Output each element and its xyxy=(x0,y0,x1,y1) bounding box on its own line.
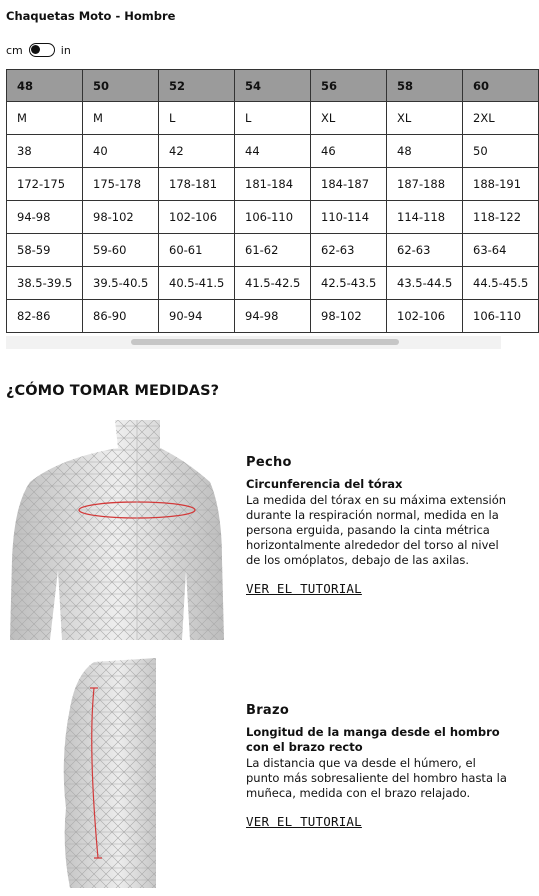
scrollbar-thumb[interactable] xyxy=(131,339,399,345)
table-cell: 61-62 xyxy=(235,234,311,267)
measure-subtitle: Circunferencia del tórax xyxy=(246,477,403,491)
table-cell: 102-106 xyxy=(387,300,463,333)
table-cell: 43.5-44.5 xyxy=(387,267,463,300)
table-cell: 118-122 xyxy=(463,201,539,234)
tutorial-link[interactable]: VER EL TUTORIAL xyxy=(246,581,362,596)
table-cell: 106-110 xyxy=(235,201,311,234)
size-table-container[interactable] xyxy=(6,69,529,349)
measure-item-arm xyxy=(246,703,508,830)
unit-label-in: in xyxy=(60,43,71,57)
table-cell: 2XL xyxy=(463,102,539,135)
table-cell: 114-118 xyxy=(387,201,463,234)
page-title: Chaquetas Moto - Hombre xyxy=(6,9,176,23)
table-cell: 172-175 xyxy=(7,168,83,201)
table-cell: 39.5-40.5 xyxy=(83,267,159,300)
table-row xyxy=(7,201,539,234)
chest-measurement-image xyxy=(10,420,226,640)
table-cell: 44 xyxy=(235,135,311,168)
arm-measurement-image xyxy=(10,658,226,888)
header-cell: 48 xyxy=(7,70,83,102)
switch-knob xyxy=(31,45,40,54)
table-cell: 94-98 xyxy=(7,201,83,234)
measure-item-chest xyxy=(246,455,508,597)
table-row xyxy=(7,300,539,333)
table-cell: 59-60 xyxy=(83,234,159,267)
header-cell: 60 xyxy=(463,70,539,102)
horizontal-scrollbar[interactable] xyxy=(6,336,501,349)
measure-name: Pecho xyxy=(246,455,292,470)
unit-switch[interactable] xyxy=(29,43,55,57)
measure-description: La medida del tórax en su máxima extensión durante la respiración normal, medida en la persona erguida, pasando la cinta métrica horizontalmente alrededor del torso al nivel de los omóplatos, debajo de las axilas. xyxy=(246,493,507,567)
table-cell: 60-61 xyxy=(159,234,235,267)
table-cell: XL xyxy=(311,102,387,135)
unit-toggle[interactable] xyxy=(6,43,71,57)
header-cell: 50 xyxy=(83,70,159,102)
table-cell: 48 xyxy=(387,135,463,168)
header-cell: 56 xyxy=(311,70,387,102)
table-cell: 46 xyxy=(311,135,387,168)
table-cell: 62-63 xyxy=(311,234,387,267)
table-row xyxy=(7,168,539,201)
table-cell: 98-102 xyxy=(311,300,387,333)
table-row xyxy=(7,234,539,267)
header-cell: 54 xyxy=(235,70,311,102)
table-cell: 187-188 xyxy=(387,168,463,201)
table-cell: L xyxy=(159,102,235,135)
table-cell: 40.5-41.5 xyxy=(159,267,235,300)
table-cell: 62-63 xyxy=(387,234,463,267)
measure-name: Brazo xyxy=(246,703,290,718)
table-cell: 42 xyxy=(159,135,235,168)
table-cell: 86-90 xyxy=(83,300,159,333)
how-to-measure-heading: ¿CÓMO TOMAR MEDIDAS? xyxy=(6,383,220,399)
table-cell: 38.5-39.5 xyxy=(7,267,83,300)
table-cell: 38 xyxy=(7,135,83,168)
unit-label-cm: cm xyxy=(6,43,23,57)
table-cell: 106-110 xyxy=(463,300,539,333)
measure-description: La distancia que va desde el húmero, el punto más sobresaliente del hombro hasta la muñeca, medida con el brazo relajado. xyxy=(246,756,507,800)
size-table xyxy=(6,69,539,333)
table-cell: 110-114 xyxy=(311,201,387,234)
table-cell: 58-59 xyxy=(7,234,83,267)
table-cell: 50 xyxy=(463,135,539,168)
table-cell: XL xyxy=(387,102,463,135)
header-cell: 52 xyxy=(159,70,235,102)
table-cell: 94-98 xyxy=(235,300,311,333)
table-cell: 90-94 xyxy=(159,300,235,333)
table-cell: 184-187 xyxy=(311,168,387,201)
table-cell: 82-86 xyxy=(7,300,83,333)
table-cell: 44.5-45.5 xyxy=(463,267,539,300)
table-cell: 178-181 xyxy=(159,168,235,201)
table-cell: 40 xyxy=(83,135,159,168)
table-cell: 181-184 xyxy=(235,168,311,201)
table-cell: 188-191 xyxy=(463,168,539,201)
table-cell: 102-106 xyxy=(159,201,235,234)
table-cell: 41.5-42.5 xyxy=(235,267,311,300)
table-cell: M xyxy=(83,102,159,135)
header-cell: 58 xyxy=(387,70,463,102)
table-cell: 98-102 xyxy=(83,201,159,234)
table-cell: M xyxy=(7,102,83,135)
table-row xyxy=(7,135,539,168)
table-cell: L xyxy=(235,102,311,135)
table-row xyxy=(7,267,539,300)
table-cell: 175-178 xyxy=(83,168,159,201)
table-cell: 63-64 xyxy=(463,234,539,267)
tutorial-link[interactable]: VER EL TUTORIAL xyxy=(246,814,362,829)
table-header-row xyxy=(7,70,539,102)
table-cell: 42.5-43.5 xyxy=(311,267,387,300)
table-row xyxy=(7,102,539,135)
measure-subtitle: Longitud de la manga desde el hombro con el brazo recto xyxy=(246,725,500,754)
